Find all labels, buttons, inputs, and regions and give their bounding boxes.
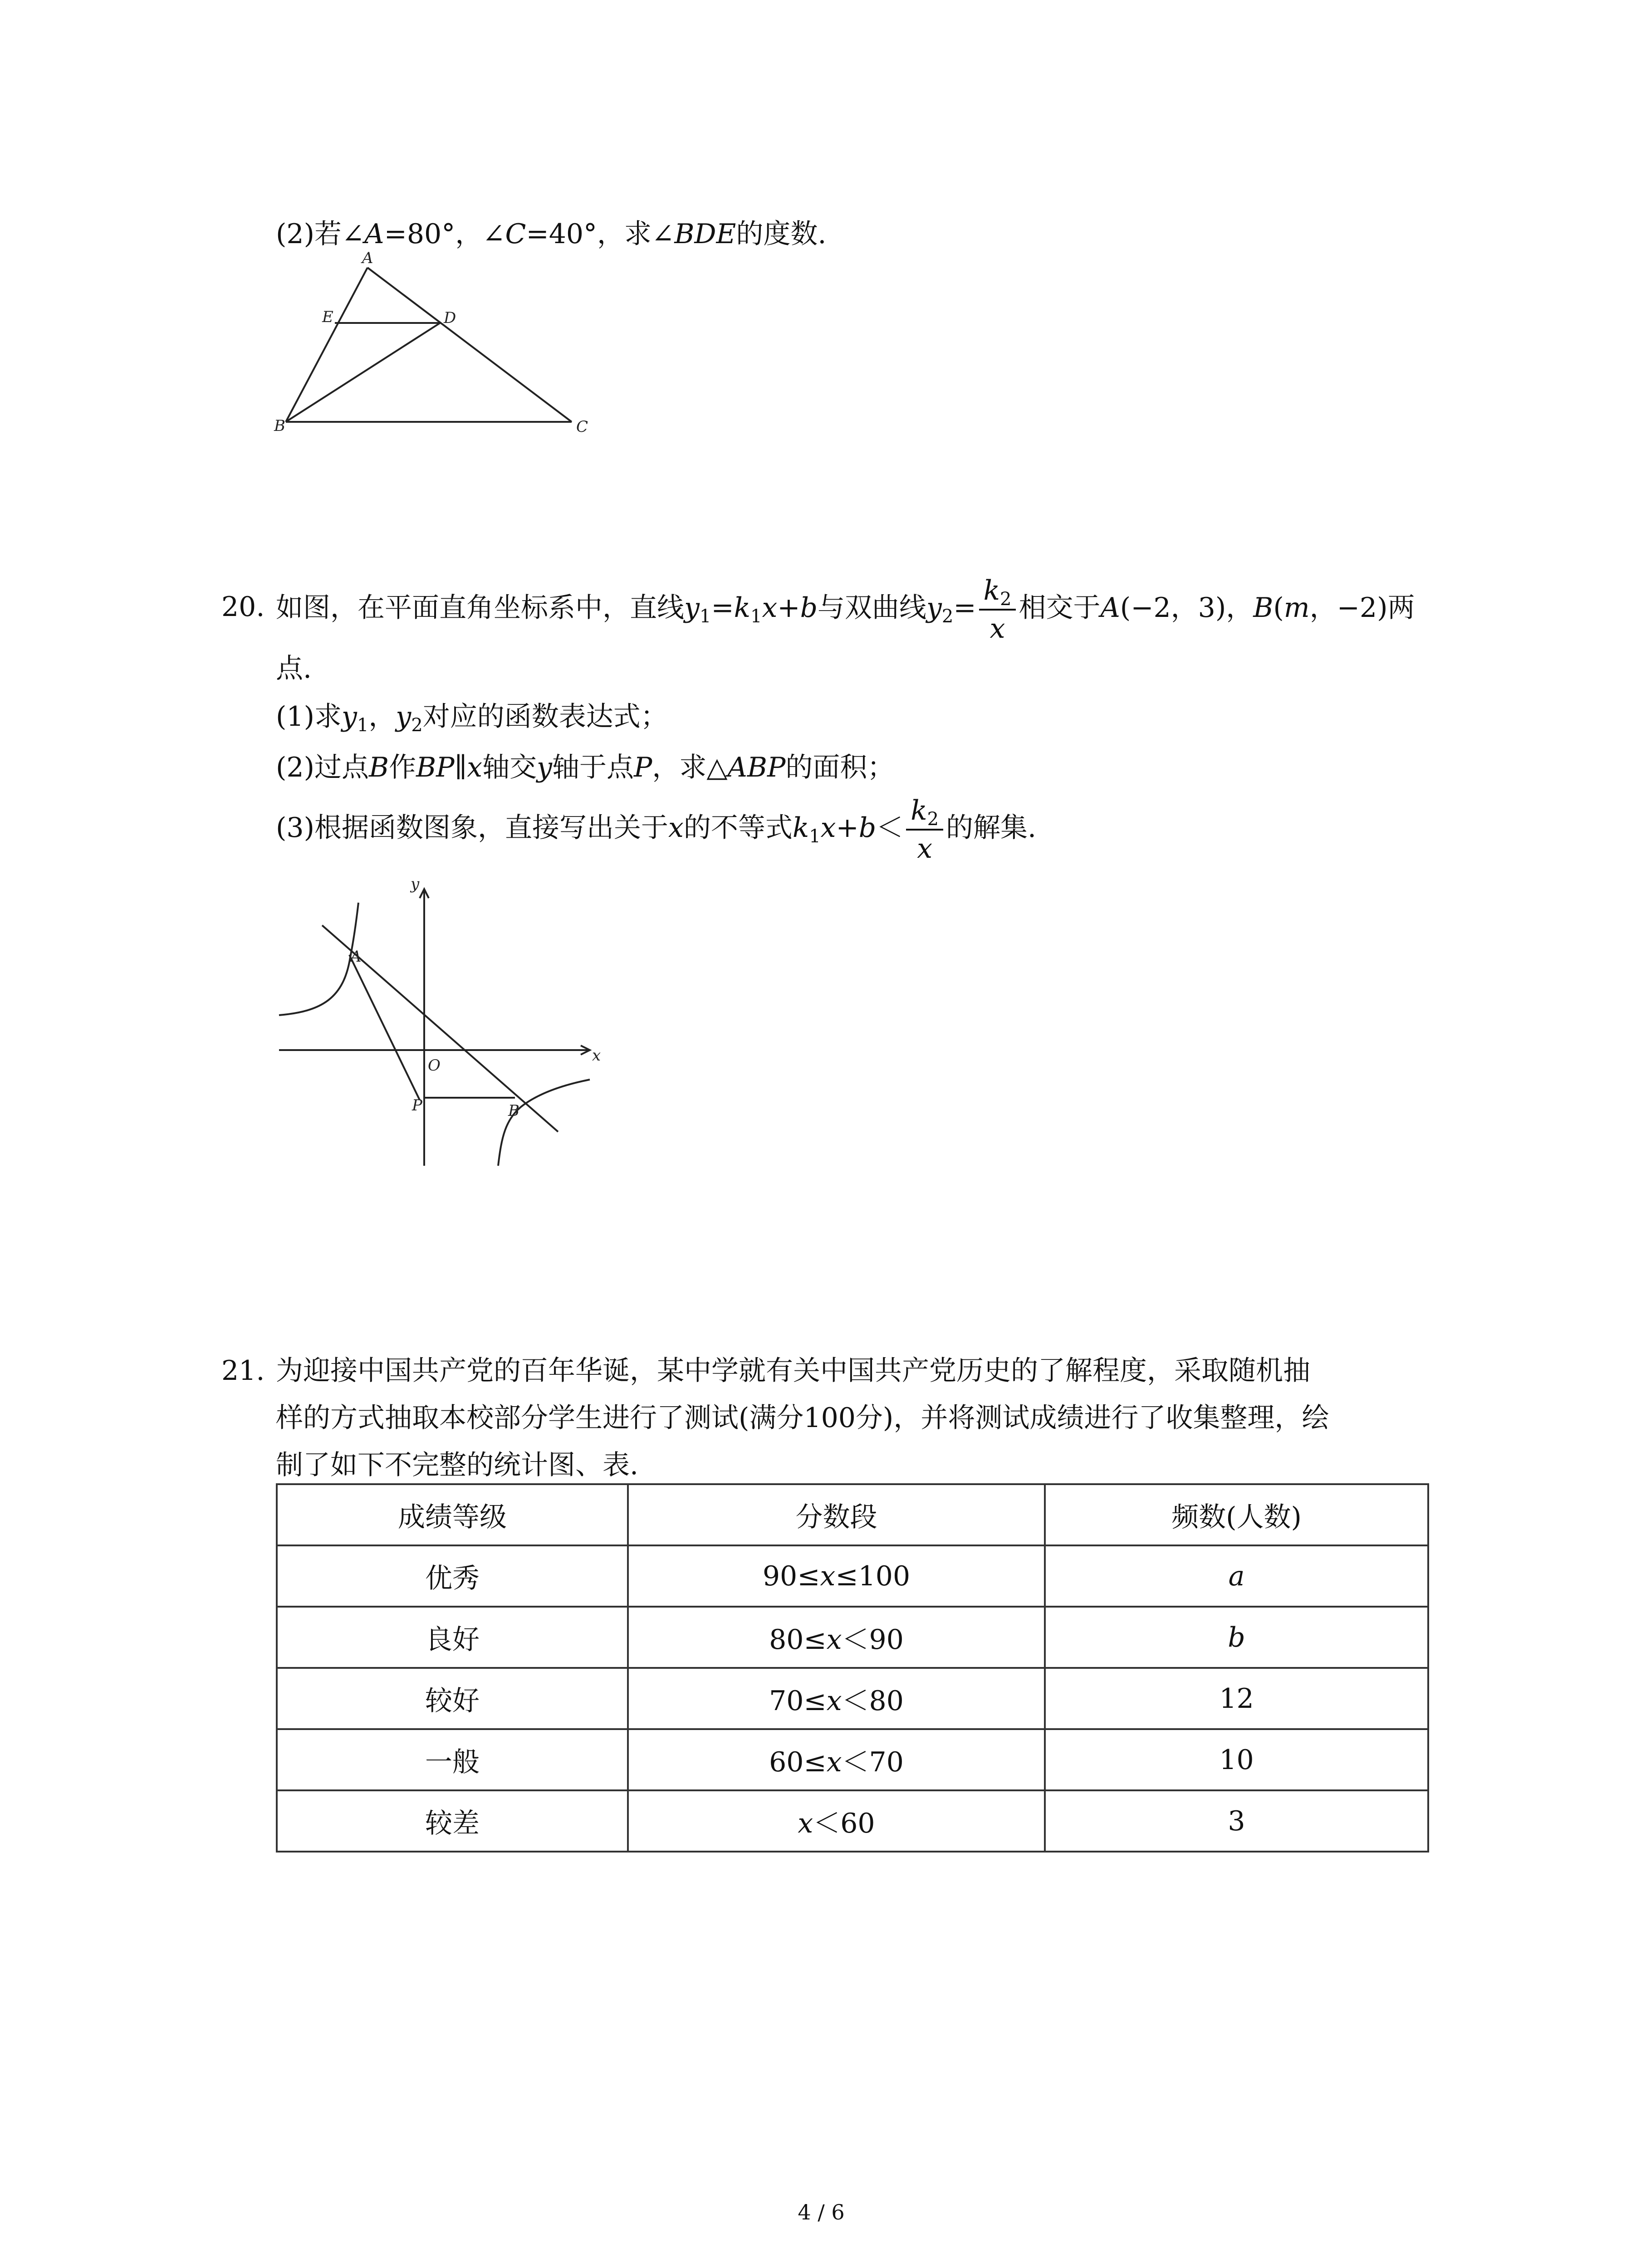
cell-grade: 良好: [277, 1607, 628, 1668]
table-row: [277, 1607, 1428, 1668]
table-row: [277, 1668, 1428, 1729]
q20-stem-line2: 点.: [276, 653, 312, 684]
cell-grade: 较差: [277, 1790, 628, 1852]
label-p: P: [412, 1096, 422, 1114]
q19-part2: (2)若∠A=80°，∠C=40°，求∠BDE的度数.: [276, 218, 827, 250]
cell-score-range: 60≤x＜70: [628, 1729, 1045, 1790]
q20-part3: (3)根据函数图象，直接写出关于x的不等式$k_1x+b<$ $\frac{k_2}{x}$ 的解集.: [276, 787, 1036, 869]
page-indicator: 4 / 6: [798, 2200, 845, 2224]
label-e: E: [322, 308, 333, 326]
label-a: A: [362, 249, 373, 267]
q21-line3: 制了如下不完整的统计图、表.: [276, 1449, 639, 1481]
cell-frequency: 10: [1045, 1729, 1428, 1790]
q21-line2: 样的方式抽取本校部分学生进行了测试(满分100分)，并将测试成绩进行了收集整理，绘: [276, 1402, 1329, 1434]
label-x-axis: x: [592, 1046, 601, 1065]
q20-stem-line1: 如图，在平面直角坐标系中，直线$y_1=k_1x+b$与双曲线$y_2=$ $\frac{k_2}{x}$ 相交于A(−2，3)，B(m，−2)两: [276, 567, 1415, 649]
cell-grade: 优秀: [277, 1545, 628, 1607]
table-header-row: [277, 1484, 1428, 1545]
label-c: C: [576, 418, 588, 436]
cell-frequency: 12: [1045, 1668, 1428, 1729]
cell-score-range: 70≤x＜80: [628, 1668, 1045, 1729]
cell-score-range: 80≤x＜90: [628, 1607, 1045, 1668]
header-score-range: 分数段: [628, 1484, 1045, 1545]
q21-line1: 为迎接中国共产党的百年华诞，某中学就有关中国共产党历史的了解程度，采取随机抽: [276, 1355, 1310, 1387]
segment-ac: [367, 268, 572, 422]
triangle-figure: [254, 249, 626, 440]
cell-grade: 一般: [277, 1729, 628, 1790]
cell-score-range: 90≤x≤100: [628, 1545, 1045, 1607]
label-o: O: [428, 1056, 441, 1075]
cell-grade: 较好: [277, 1668, 628, 1729]
header-frequency: 频数(人数): [1045, 1484, 1428, 1545]
label-b: B: [274, 417, 285, 435]
cell-frequency: b: [1045, 1607, 1428, 1668]
label-y-axis: y: [411, 875, 420, 893]
segment-ab: [286, 268, 367, 422]
coordinate-graph-figure: [272, 871, 617, 1170]
table-row: [277, 1790, 1428, 1852]
q20-part1: (1)求$y_1$，$y_2$对应的函数表达式；: [276, 701, 668, 736]
segment-ap: [349, 955, 420, 1100]
label-b: B: [508, 1102, 519, 1120]
score-frequency-table: [276, 1483, 1429, 1853]
header-grade: 成绩等级: [277, 1484, 628, 1545]
cell-frequency: 3: [1045, 1790, 1428, 1852]
label-d: D: [444, 309, 456, 327]
table-row: [277, 1729, 1428, 1790]
q20-number: 20.: [221, 591, 265, 623]
segment-bd: [286, 323, 440, 422]
q20-part2: (2)过点B作BP∥x轴交y轴于点P，求△ABP的面积；: [276, 752, 895, 783]
cell-frequency: a: [1045, 1545, 1428, 1607]
table-row: [277, 1545, 1428, 1607]
q21-number: 21.: [221, 1355, 265, 1387]
cell-score-range: x＜60: [628, 1790, 1045, 1852]
k2-over-x-fraction-2: $\frac{k_2}{x}$: [906, 792, 943, 867]
k2-over-x-fraction: $\frac{k_2}{x}$: [979, 572, 1016, 647]
label-a: A: [350, 948, 362, 966]
hyperbola-branch-left: [279, 903, 358, 1015]
